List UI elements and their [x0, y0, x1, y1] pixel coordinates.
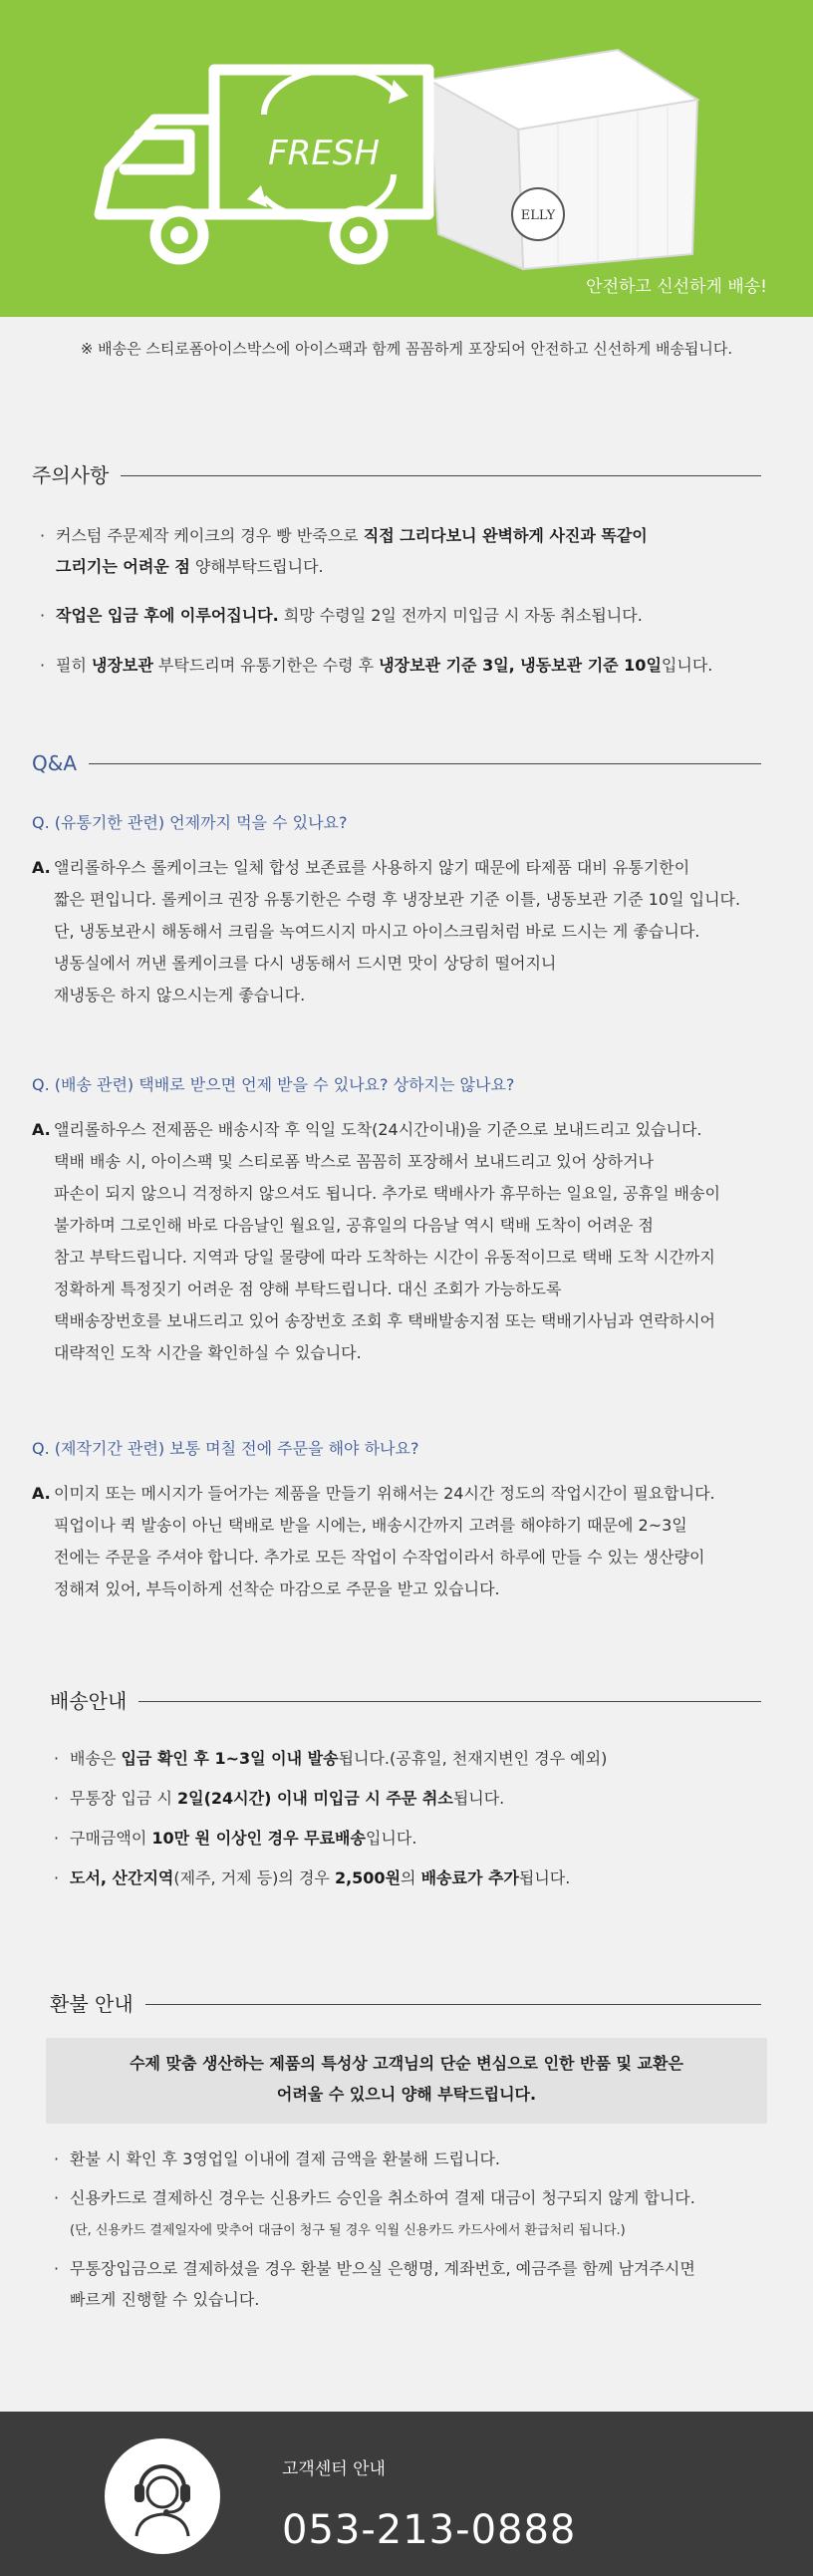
list-item: · 도서, 산간지역(제주, 거제 등)의 경우 2,500원의 배송료가 추가됩니다. [54, 1868, 571, 1887]
qa-item [32, 807, 799, 1011]
list-item: · 커스텀 주문제작 케이크의 경우 빵 반죽으로 직접 그리다보니 완벽하게 사진과 똑같이 그리기는 어려운 점 양해부탁드립니다. [40, 526, 648, 577]
list-item: · 신용카드로 결제하신 경우는 신용카드 승인을 취소하여 결제 대금이 청구되지 않게 합니다. (단, 신용카드 결제일자에 맞추어 대금이 청구 될 경우 익월 신용카드 카드사에서 환급처리 됩니다.) [54, 2188, 695, 2239]
caution-section-header [32, 456, 761, 495]
shipping-section-header [50, 1682, 761, 1721]
qa-item [32, 1433, 799, 1605]
shipping-list [50, 1739, 787, 1898]
fresh-truck-illustration [0, 0, 813, 317]
list-item: · 무통장 입금 시 2일(24시간) 이내 미입금 시 주문 취소됩니다. [54, 1789, 505, 1808]
ice-box-icon [428, 50, 697, 269]
headset-agent-icon [123, 2454, 202, 2538]
answer: A. 앨리롤하우스 전제품은 배송시작 후 익일 도착(24시간이내)을 기준으로 보내드리고 있습니다. 택배 배송 시, 아이스팩 및 스티로폼 박스로 꼼꼼히 포장해서 보내드리고 있어 상하거나 파손이 되지 않으니 걱정하지 않으셔도 됩니다. 추가로 택배사가 휴무하는 일요일, 공휴일 배송이 불가하며 그로인해 바로 다음날인 월요일, 공휴일의 다음날 역시 택배 도착이 어려운 점 참고 부탁드립니다. 지역과 당일 물량에 따라 도착하는 시간이 유동적이므로 택배 도착 시간까지 정확하게 특정짓기 어려운 점 양해 부탁드립니다. 대신 조회가 가능하도록 택배송장번호를 보내드리고 있어 송장번호 조회 후 택배발송지점 또는 택배기사님과 연락하시어 대략적인 도착 시간을 확인하실 수 있습니다. [32, 1120, 720, 1363]
question: Q. (배송 관련) 택배로 받으면 언제 받을 수 있나요? 상하지는 않나요? [32, 1075, 515, 1094]
answer: A. 이미지 또는 메시지가 들어가는 제품을 만들기 위해서는 24시간 정도의 작업시간이 필요합니다. 픽업이나 퀵 발송이 아닌 택배로 받을 시에는, 배송시간까지 고려를 해야하기 때문에 2~3일 전에는 주문을 주셔야 합니다. 추가로 모든 작업이 수작업이라서 하루에 만들 수 있는 생산량이 정해져 있어, 부득이하게 선착순 마감으로 주문을 받고 있습니다. [32, 1484, 715, 1599]
list-item: · 환불 시 확인 후 3영업일 이내에 결제 금액을 환불해 드립니다. [54, 2149, 500, 2168]
phone-number[interactable]: 053-213-0888 [282, 2507, 577, 2553]
caution-title: 주의사항 [32, 463, 110, 487]
customer-center-footer [0, 2412, 813, 2576]
qa-section-header [32, 744, 761, 783]
refund-policy-box: 수제 맞춤 생산하는 제품의 특성상 고객님의 단순 변심으로 인한 반품 및 교환은 어려울 수 있으니 양해 부탁드립니다. [46, 2038, 767, 2124]
question: Q. (유통기한 관련) 언제까지 먹을 수 있나요? [32, 813, 348, 832]
list-item: · 구매금액이 10만 원 이상인 경우 무료배송입니다. [54, 1829, 417, 1848]
list-item: · 무통장입금으로 결제하셨을 경우 환불 받으실 은행명, 계좌번호, 예금주를 함께 남겨주시면 빠르게 진행할 수 있습니다. [54, 2258, 695, 2309]
shipping-title: 배송안내 [50, 1689, 128, 1713]
list-item: · 작업은 입금 후에 이루어집니다. 희망 수령일 2일 전까지 미입금 시 자동 취소됩니다. [40, 606, 643, 626]
refund-section-header [50, 1985, 761, 2024]
refund-card-note: (단, 신용카드 결제일자에 맞추어 대금이 청구 될 경우 익월 신용카드 카드사에서 환급처리 됩니다.) [70, 2223, 626, 2239]
truck-fresh-label: FRESH [268, 134, 380, 173]
divider [121, 475, 761, 476]
divider [89, 763, 761, 764]
caution-list [36, 520, 793, 681]
customer-center-label: 고객센터 안내 [282, 2459, 386, 2479]
list-item: · 배송은 입금 확인 후 1~3일 이내 발송됩니다.(공휴일, 천재지변인 경우 예외) [54, 1749, 608, 1768]
qa-title: Q&A [32, 751, 78, 775]
hero-caption: 안전하고 신선하게 배송! [586, 277, 767, 297]
packaging-notice: ※ 배송은 스티로폼아이스박스에 아이스팩과 함께 꼼꼼하게 포장되어 안전하고 신선하게 배송됩니다. [80, 340, 733, 358]
qa-item [32, 1069, 799, 1369]
avatar [105, 2438, 220, 2554]
box-brand-label: ELLY [520, 208, 556, 223]
hero-banner [0, 0, 813, 317]
question: Q. (제작기간 관련) 보통 며칠 전에 주문을 해야 하나요? [32, 1439, 419, 1458]
refund-title: 환불 안내 [50, 1992, 134, 2016]
divider [138, 1701, 761, 1702]
answer: A. 앨리롤하우스 롤케이크는 일체 합성 보존료를 사용하지 않기 때문에 타제품 대비 유통기한이 짧은 편입니다. 롤케이크 권장 유통기한은 수령 후 냉장보관 기준 이틀, 냉동보관 기준 10일 입니다. 단, 냉동보관시 해동해서 크림을 녹여드시지 마시고 아이스크림처럼 바로 드시는 게 좋습니다. 냉동실에서 꺼낸 롤케이크를 다시 냉동해서 드시면 맛이 상당히 떨어지니 재냉동은 하지 않으시는게 좋습니다. [32, 858, 741, 1005]
divider [145, 2004, 761, 2005]
refund-list [50, 2144, 787, 2315]
list-item: · 필히 냉장보관 부탁드리며 유통기한은 수령 후 냉장보관 기준 3일, 냉동보관 기준 10일입니다. [40, 655, 713, 675]
